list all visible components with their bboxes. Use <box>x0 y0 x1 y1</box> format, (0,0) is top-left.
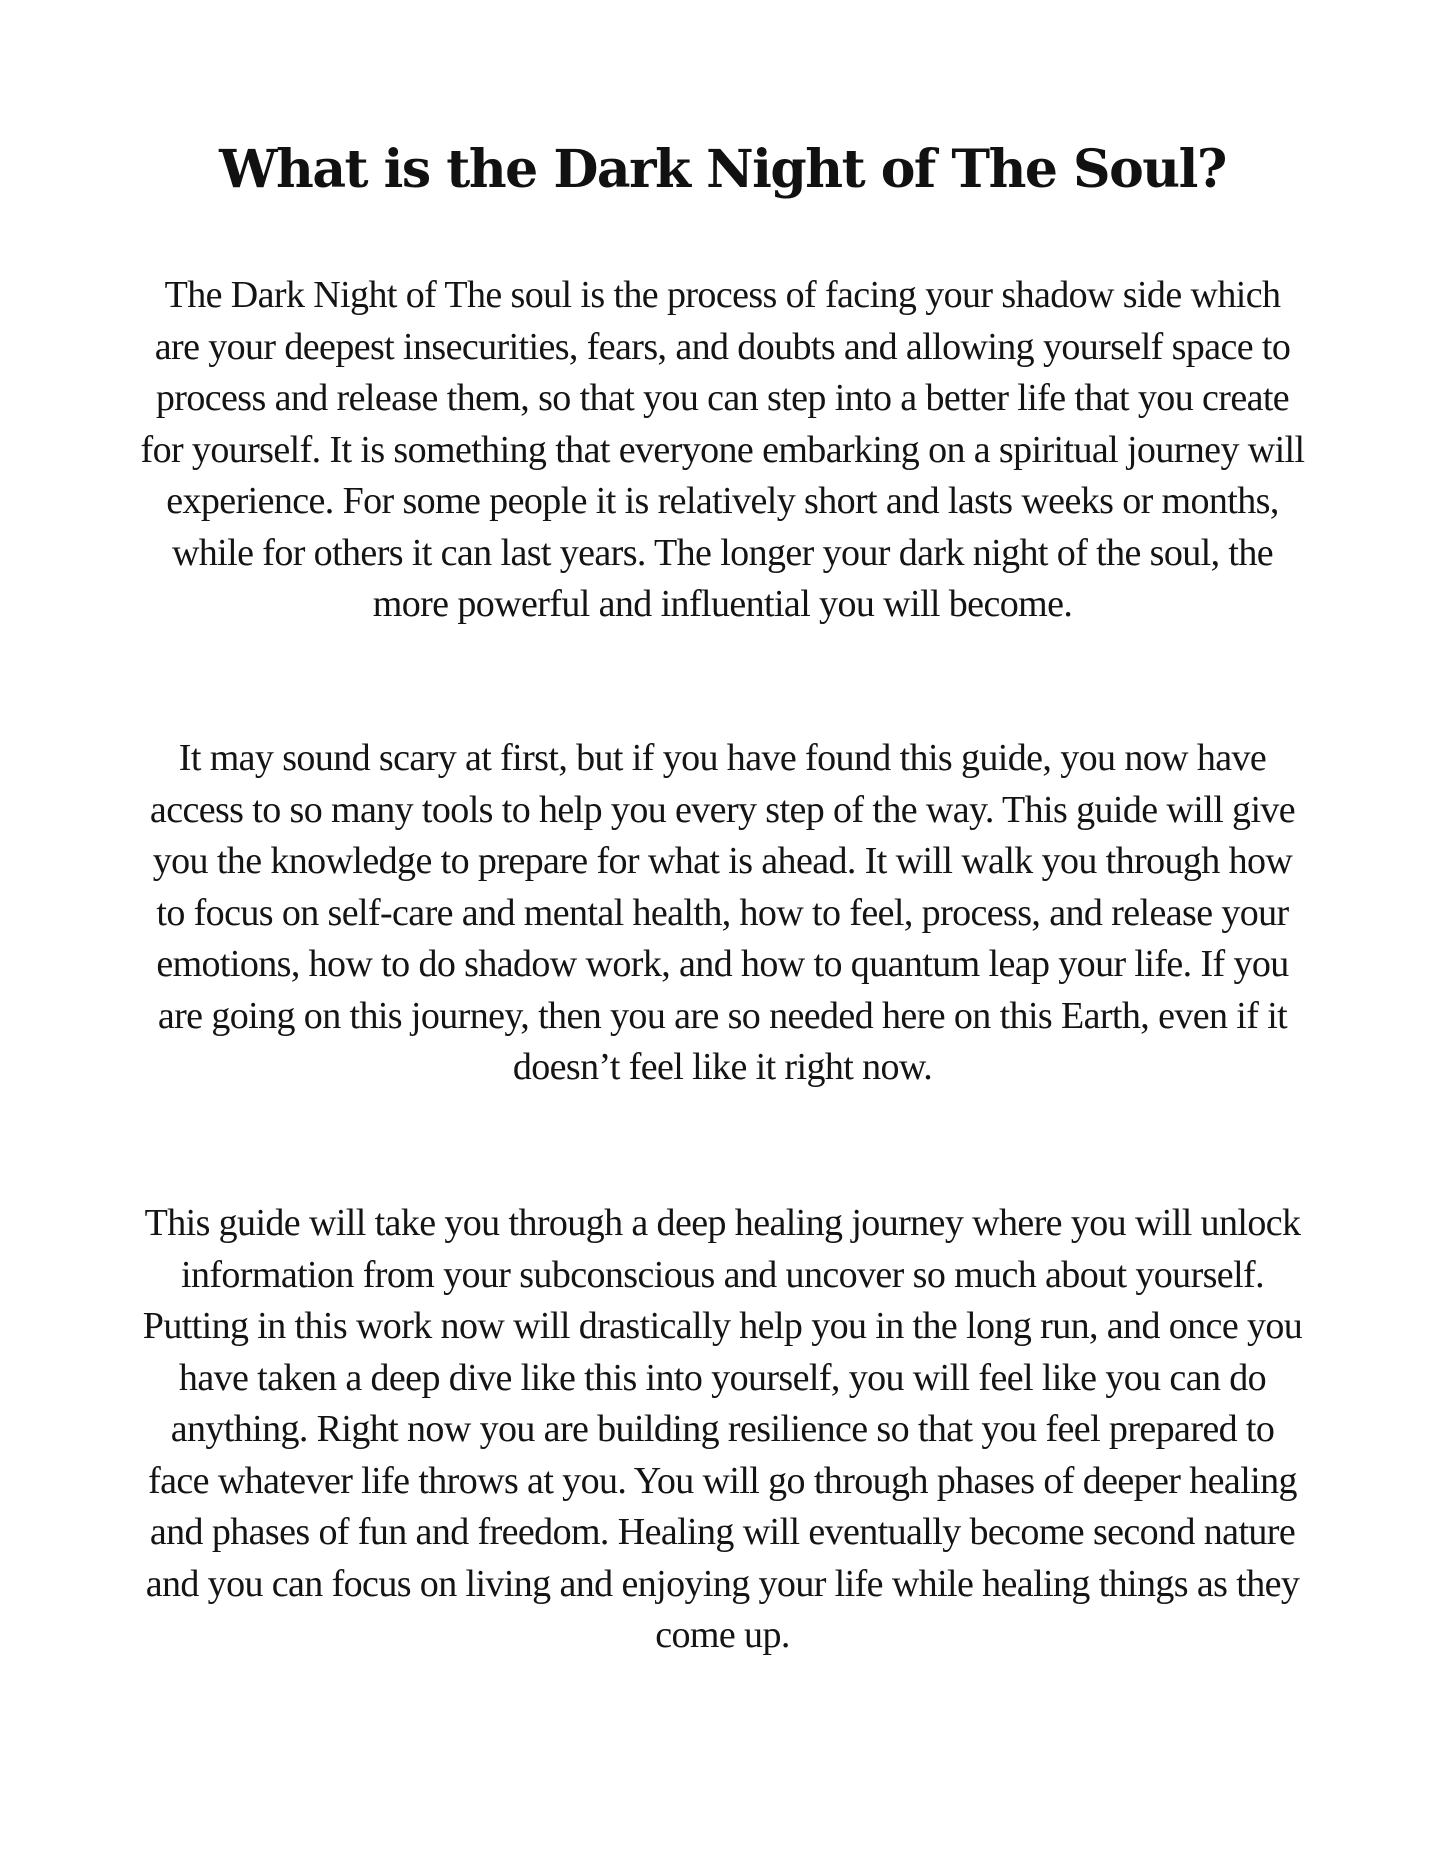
page-title: What is the Dark Night of The Soul? <box>219 139 1226 200</box>
paragraph-guide-tools: It may sound scary at first, but if you have found this guide, you now have access to so many tools to help you every step of the way. This guide will give you the knowledge to prepare for what is ahead. It will walk you through how to focus on self-care and mental health, how to feel, process, and release your emotions, how to do shadow work, and how to quantum leap your life. If you are going on this journey, then you are so needed here on this Earth, even if it doesn’t feel like it right now. <box>149 737 1296 1088</box>
paragraph-intro: The Dark Night of The soul is the process of facing your shadow side which are your deepest insecurities, fears, and doubts and allowing yourself space to process and release them, so that you can step into a better life that you create for yourself. It is something that everyone embarking on a spiritual journey will experience. For some people it is relatively short and lasts weeks or months, while for others it can last years. The longer your dark night of the soul, the more powerful and influential you will become. <box>140 274 1305 625</box>
paragraph-healing-journey: This guide will take you through a deep healing journey where you will unlock information from your subconscious and uncover so much about yourself. Putting in this work now will drastically help you in the long run, and once you have taken a deep dive like this into yourself, you will feel like you can do anything. Right now you are building resilience so that you feel prepared to face whatever life throws at you. You will go through phases of deeper healing and phases of fun and freedom. Healing will eventually become second nature and you can focus on living and enjoying your life while healing things as they come up. <box>142 1202 1303 1656</box>
